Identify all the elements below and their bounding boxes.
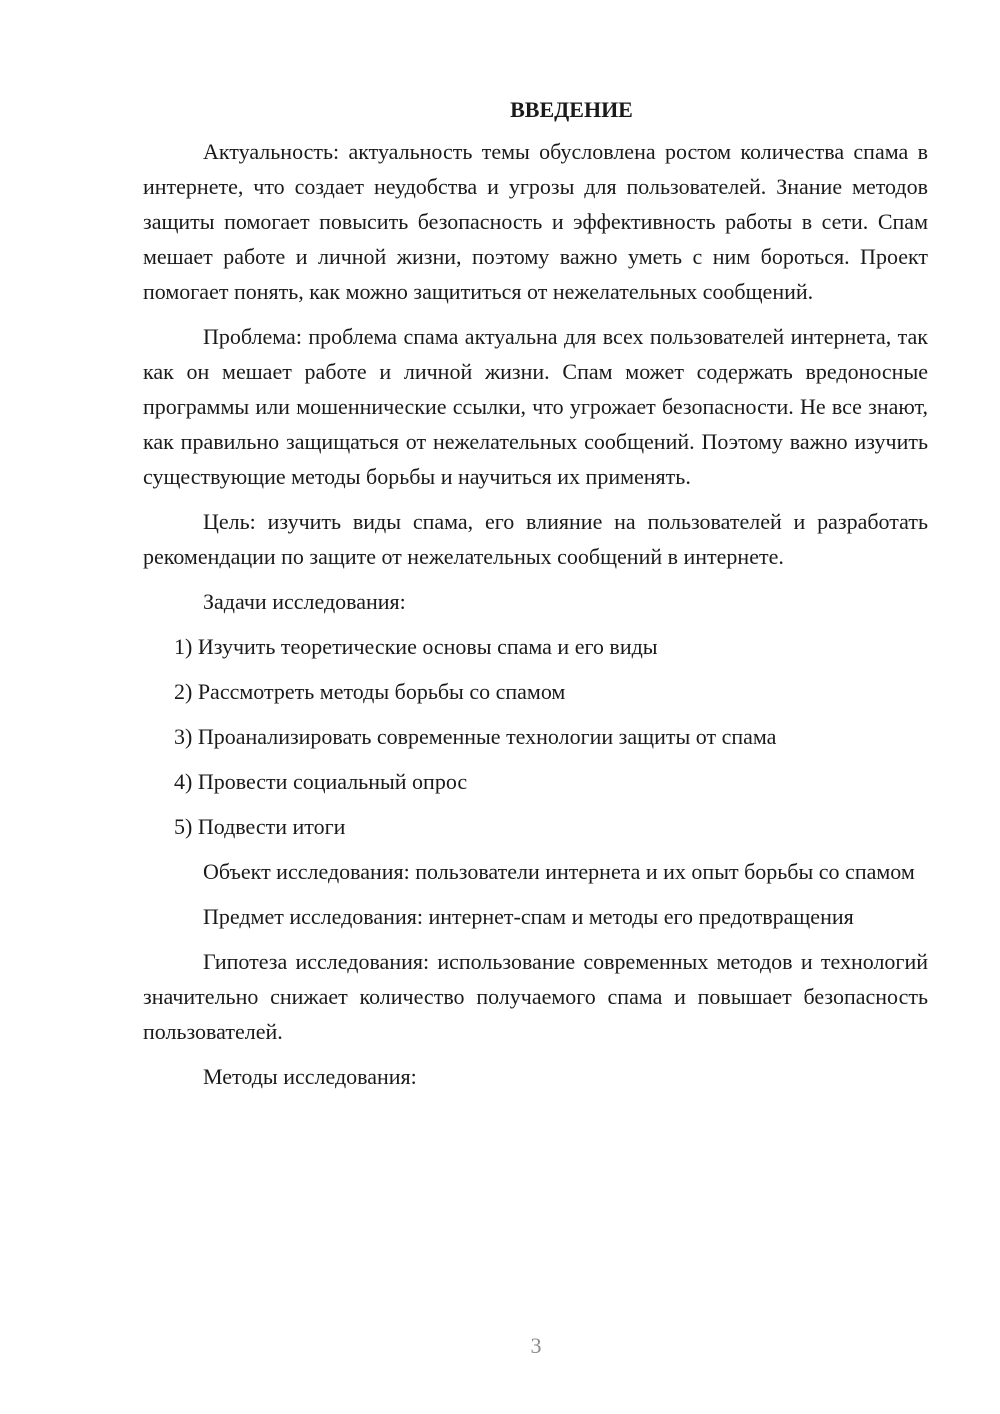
paragraph-subject: Предмет исследования: интернет-спам и методы его предотвращения: [203, 904, 854, 929]
list-item: 2) Рассмотреть методы борьбы со спамом: [174, 679, 566, 704]
list-item: 3) Проанализировать современные технологии защиты от спама: [174, 724, 777, 749]
paragraph-problem: Проблема: проблема спама актуальна для всех пользователей интернета, так как он мешает работе и личной жизни. Спам может содержать вредоносные программы или мошеннические ссылки, что угрожает безопасности. Не все знают, как правильно защищаться от нежелательных сообщений. Поэтому важно изучить существующие методы борьбы и научиться их применять.: [143, 324, 928, 489]
paragraph-tasks-heading: Задачи исследования:: [203, 589, 406, 614]
paragraph-goal: Цель: изучить виды спама, его влияние на пользователей и разработать рекомендации по защите от нежелательных сообщений в интернете.: [143, 509, 928, 569]
paragraph-hypothesis: Гипотеза исследования: использование современных методов и технологий значительно снижает количество получаемого спама и повышает безопасность пользователей.: [143, 949, 928, 1044]
paragraph-object: Объект исследования: пользователи интернета и их опыт борьбы со спамом: [203, 859, 915, 884]
page-number: 3: [530, 1333, 542, 1358]
paragraph-methods: Методы исследования:: [203, 1064, 417, 1089]
list-item: 5) Подвести итоги: [174, 814, 346, 839]
list-item: 1) Изучить теоретические основы спама и его виды: [174, 634, 658, 659]
document-title: ВВЕДЕНИЕ: [510, 97, 633, 122]
paragraph-relevance: Актуальность: актуальность темы обусловлена ростом количества спама в интернете, что создает неудобства и угрозы для пользователей. Знание методов защиты помогает повысить безопасность и эффективность работы в сети. Спам мешает работе и личной жизни, поэтому важно уметь с ним бороться. Проект помогает понять, как можно защититься от нежелательных сообщений.: [143, 139, 928, 304]
tasks-list: [143, 629, 928, 844]
document-page: [143, 92, 928, 1104]
list-item: 4) Провести социальный опрос: [174, 769, 468, 794]
